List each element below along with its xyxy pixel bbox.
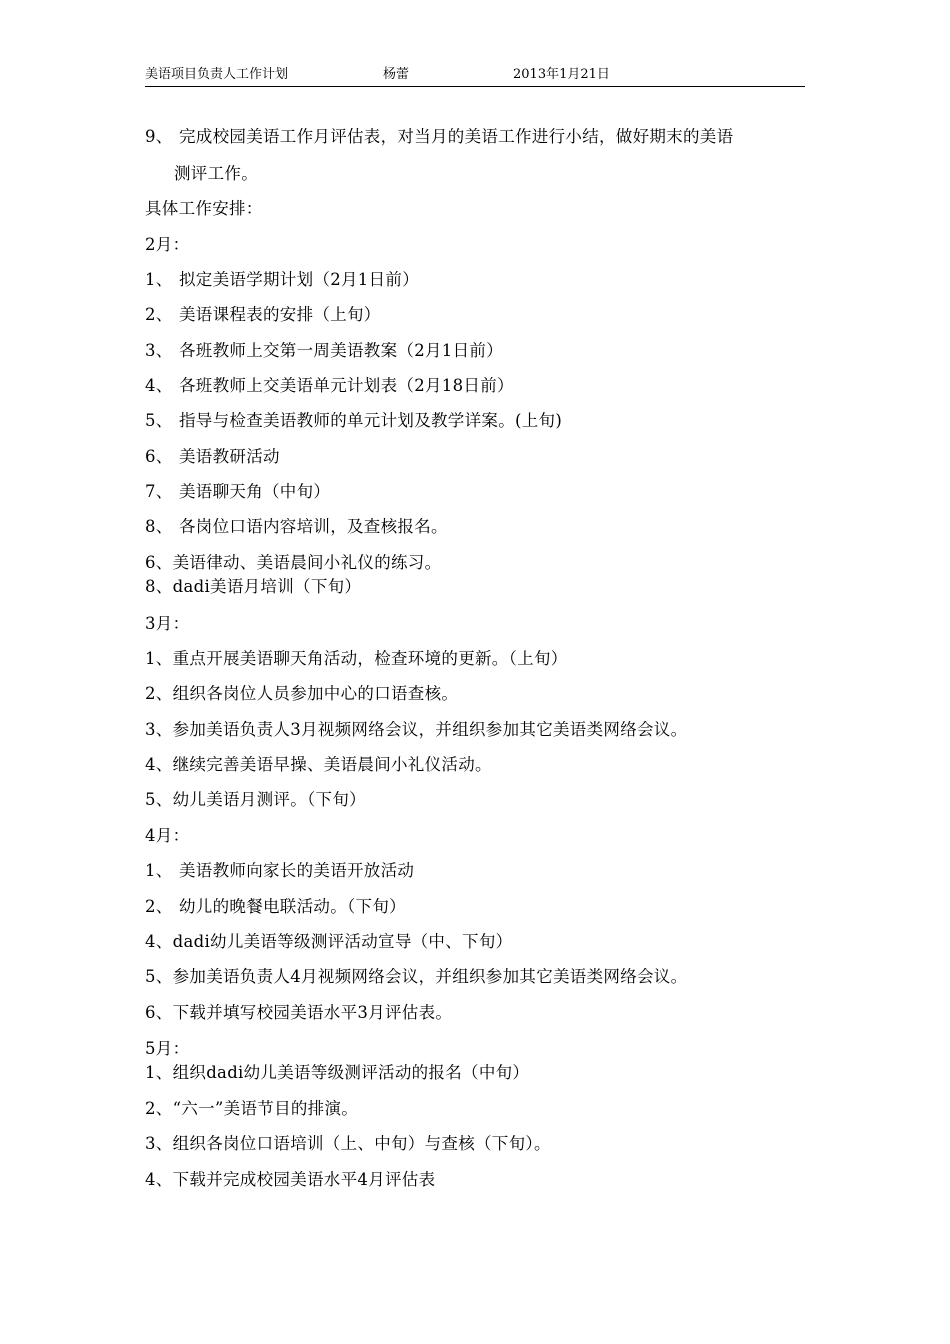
list-item: 3、参加美语负责人3月视频网络会议，并组织参加其它美语类网络会议。 (145, 720, 688, 739)
header-title: 美语项目负责人工作计划 (145, 67, 289, 82)
item-number: 1、 (145, 861, 173, 880)
list-item: 4、dadi幼儿美语等级测评活动宣导（中、下旬） (145, 932, 513, 951)
list-item: 4、继续完善美语早操、美语晨间小礼仪活动。 (145, 755, 492, 774)
item-9-line2: 测评工作。 (174, 164, 258, 183)
item-text: 各班教师上交第一周美语教案（2月1日前） (179, 341, 503, 360)
item-text: 幼儿的晚餐电联活动。（下旬） (179, 897, 406, 916)
item-text: 指导与检查美语教师的单元计划及教学详案。(上旬) (179, 411, 563, 430)
list-item: 2、组织各岗位人员参加中心的口语查核。 (145, 684, 459, 703)
item-text: 完成校园美语工作月评估表，对当月的美语工作进行小结，做好期末的美语 (179, 127, 734, 146)
page-header (145, 66, 805, 87)
list-item: 3、组织各岗位口语培训（上、中旬）与查核（下旬）。 (145, 1134, 551, 1153)
month-heading-may: 5月： (145, 1039, 190, 1058)
list-item (145, 860, 414, 882)
item-number: 8、 (145, 517, 173, 536)
header-author: 杨蕾 (383, 67, 410, 82)
list-item (145, 481, 330, 503)
item-number: 7、 (145, 482, 173, 501)
list-item (145, 269, 419, 291)
list-item: 5、参加美语负责人4月视频网络会议，并组织参加其它美语类网络会议。 (145, 967, 688, 986)
item-number: 2、 (145, 305, 173, 324)
item-text: 拟定美语学期计划（2月1日前） (179, 270, 419, 289)
list-item: 5、幼儿美语月测评。（下旬） (145, 790, 366, 809)
list-item: 1、组织dadi幼儿美语等级测评活动的报名（中旬） (145, 1063, 530, 1082)
list-item (145, 340, 503, 362)
arrangement-heading: 具体工作安排： (145, 199, 263, 218)
item-number: 5、 (145, 411, 173, 430)
list-item (145, 446, 280, 468)
item-number: 2、 (145, 897, 173, 916)
item-number: 9、 (145, 127, 173, 146)
header-date: 2013年1月21日 (513, 67, 610, 82)
list-item (145, 516, 448, 538)
item-text: 美语教研活动 (179, 447, 280, 466)
list-item (145, 896, 406, 918)
item-text: 美语教师向家长的美语开放活动 (179, 861, 415, 880)
list-item: 8、dadi美语月培训（下旬） (145, 577, 362, 596)
list-item (145, 375, 514, 397)
item-number: 4、 (145, 376, 173, 395)
item-9-line1 (145, 126, 733, 148)
item-text: 各班教师上交美语单元计划表（2月18日前） (179, 376, 514, 395)
list-item: 4、下载并完成校园美语水平4月评估表 (145, 1170, 436, 1189)
item-text: 美语聊天角（中旬） (179, 482, 331, 501)
list-item: 6、下载并填写校园美语水平3月评估表。 (145, 1003, 453, 1022)
item-text: 美语课程表的安排（上旬） (179, 305, 381, 324)
list-item (145, 304, 381, 326)
month-heading-apr: 4月： (145, 826, 190, 845)
month-heading-feb: 2月： (145, 235, 190, 254)
list-item: 2、“六一”美语节目的排演。 (145, 1099, 359, 1118)
month-heading-mar: 3月： (145, 614, 190, 633)
item-text: 各岗位口语内容培训，及查核报名。 (179, 517, 448, 536)
list-item: 1、重点开展美语聊天角活动，检查环境的更新。（上旬） (145, 649, 568, 668)
list-item: 6、美语律动、美语晨间小礼仪的练习。 (145, 553, 442, 572)
list-item (145, 410, 562, 432)
item-number: 1、 (145, 270, 173, 289)
item-number: 3、 (145, 341, 173, 360)
item-number: 6、 (145, 447, 173, 466)
